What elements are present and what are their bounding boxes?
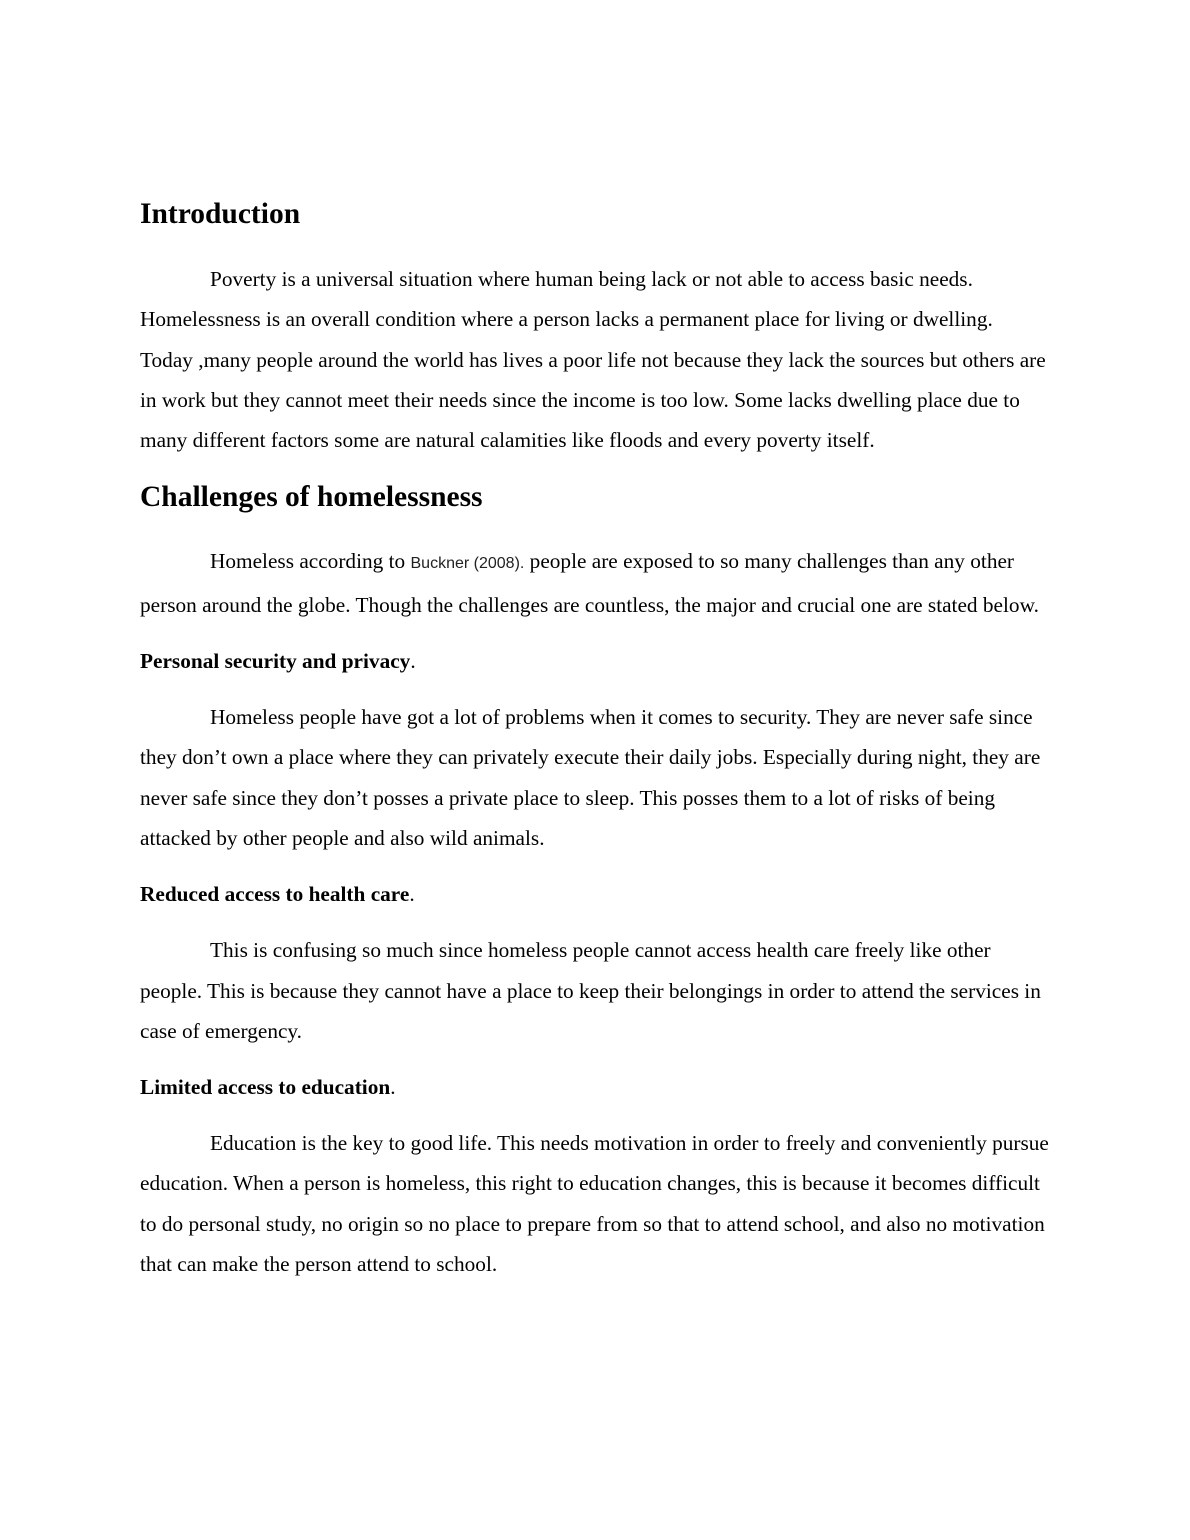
education-subheading-punct: .: [390, 1075, 396, 1100]
document-page: [140, 190, 1050, 1284]
health-subheading-punct: .: [409, 882, 415, 907]
security-paragraph: Homeless people have got a lot of problems when it comes to security. They are never safe since they don’t own a place where they can privately execute their daily jobs. Especially during night, they are never safe since they don’t posses a private place to sleep. This posses them to a lot of risks of being attacked by other people and also wild animals.: [140, 705, 1041, 850]
education-paragraph: Education is the key to good life. This needs motivation in order to freely and conveniently pursue education. When a person is homeless, this right to education changes, this is because it becomes difficult to do personal study, no origin so no place to prepare from so that to attend school, and also no motivation that can make the person attend to school.: [140, 1131, 1049, 1277]
health-paragraph: This is confusing so much since homeless people cannot access health care freely like other people. This is because they cannot have a place to keep their belongings in order to attend the services in case of emergency.: [140, 938, 1041, 1043]
security-subheading-text: Personal security and privacy: [140, 649, 411, 674]
challenges-paragraph: [140, 541, 1050, 625]
security-subheading: [140, 641, 1050, 681]
citation: Buckner (2008).: [410, 555, 525, 573]
education-subheading: [140, 1067, 1050, 1107]
challenges-text-start: Homeless according to: [210, 549, 411, 574]
security-subheading-punct: .: [410, 649, 416, 674]
health-subheading: [140, 874, 1050, 914]
challenges-text-end: people are exposed to so many challenges than any other person around the globe. Though the challenges are countless, the major and crucial one are stated below.: [140, 549, 1039, 617]
education-subheading-text: Limited access to education: [140, 1075, 391, 1100]
introduction-paragraph: Poverty is a universal situation where human being lack or not able to access basic needs. Homelessness is an overall condition where a person lacks a permanent place for living or dwelling. Today ,many people around the world has lives a poor life not because they lack the sources but others are in work but they cannot meet their needs since the income is too low. Some lacks dwelling place due to many different factors some are natural calamities like floods and every poverty itself.: [140, 267, 1046, 453]
introduction-heading: Introduction: [140, 198, 301, 230]
health-subheading-text: Reduced access to health care: [140, 882, 410, 907]
challenges-heading: Challenges of homelessness: [140, 481, 483, 514]
